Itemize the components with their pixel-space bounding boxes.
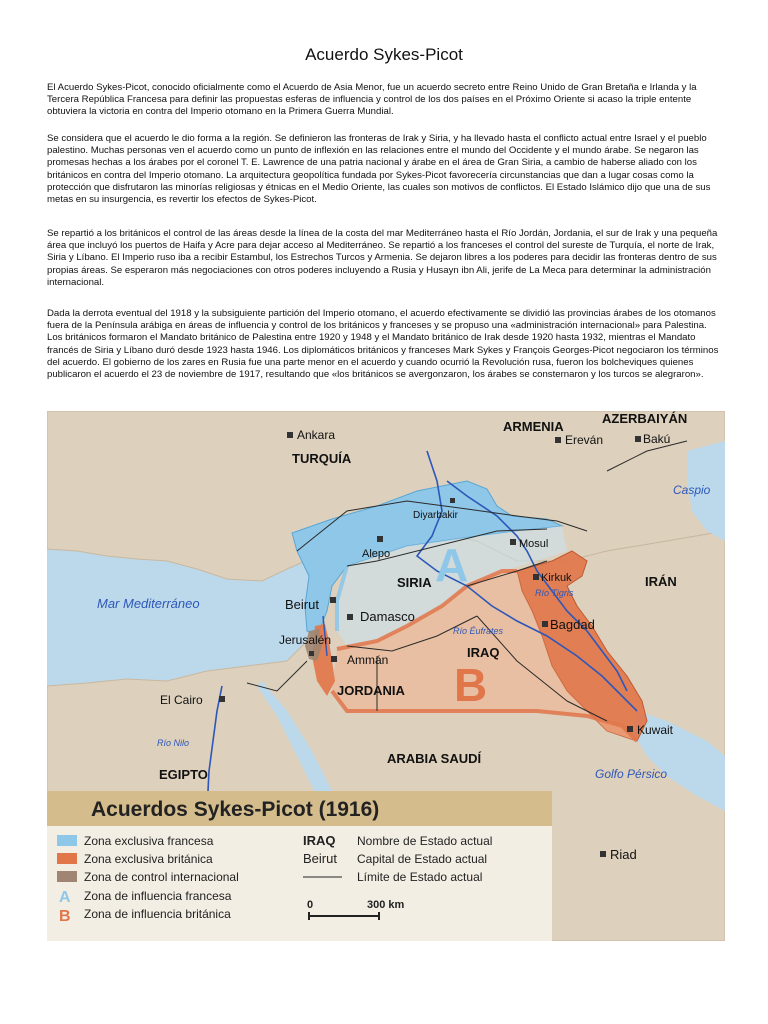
- city-marker: [309, 651, 314, 656]
- city-label: Mosul: [519, 538, 549, 550]
- legend-label: Zona exclusiva francesa: [84, 834, 214, 848]
- label-golfo: Golfo Pérsico: [595, 767, 668, 781]
- city-label: Damasco: [360, 609, 415, 624]
- city-marker: [287, 432, 293, 438]
- legend-intl-zone: [57, 870, 239, 884]
- label-caspio: Caspio: [673, 483, 711, 497]
- city-marker: [600, 851, 606, 857]
- city-label: Diyarbakir: [413, 510, 459, 521]
- city-marker: [450, 498, 455, 503]
- paragraph-history: Dada la derrota eventual del 1918 y la subsiguiente partición del Imperio otomano, el acuerdo efectivamente se dividió las provincias árabes de los otomanos fuera de la Península arábiga en áreas de influencia y control de los británicos y franceses y se propuso una «administración internacional» para Palestina. Los británicos formaron el Mandato británico de Palestina entre 1920 y 1948 y el Mandato británico de Irak desde 1920 hasta 1932, mientras el Mandato francés de Siria y Líbano duró desde 1923 hasta 1946. Los diplomáticos británicos y franceses Mark Sykes y François Georges-Picot negociaron los términos del acuerdo. El gobierno de los zares en Rusia fue una parte menor en el acuerdo y cuando ocurrió la Revolución rusa, fueron los bolcheviques quienes publicaron el acuerdo el 23 de noviembre de 1917, resultando que «los británicos se avergonzaron, los árabes se consternaron y los turcos se alegraron».: [47, 308, 719, 381]
- label-eufrates: Río Éufrates: [453, 626, 504, 636]
- city-marker: [331, 656, 337, 662]
- legend-letter-b: B: [59, 908, 71, 925]
- legend-title: Acuerdos Sykes-Picot (1916): [91, 798, 380, 821]
- page-title: Acuerdo Sykes-Picot: [305, 45, 463, 64]
- city-label: Bakú: [643, 432, 671, 446]
- label-egipto: EGIPTO: [159, 767, 208, 782]
- legend-letter-a: A: [59, 889, 71, 906]
- legend-swatch: [57, 835, 77, 846]
- label-jordania: JORDANIA: [337, 683, 405, 698]
- label-nilo: Río Nilo: [157, 738, 190, 748]
- legend-label: Capital de Estado actual: [357, 852, 488, 866]
- city-marker: [627, 726, 633, 732]
- label-arabia-saudi: ARABIA SAUDÍ: [387, 751, 482, 766]
- city-marker: [377, 536, 383, 542]
- city-label: El Cairo: [160, 693, 203, 707]
- city-label: Kirkuk: [541, 572, 572, 584]
- label-iran: IRÁN: [645, 574, 677, 589]
- zone-letter-b: B: [454, 659, 488, 711]
- legend-label: Zona de influencia francesa: [84, 889, 232, 903]
- label-mediterraneo: Mar Mediterráneo: [97, 596, 200, 611]
- city-marker: [542, 621, 548, 627]
- paragraph-consequences: Se considera que el acuerdo le dio forma a la región. Se definieron las fronteras de Irak y Siria, y ha llevado hasta el conflicto actual entre Israel y el pueblo palestino. Muchas personas ven el acuerdo como un punto de inflexión en las relaciones entre el mundo del Occidente y el mundo árabe. Se negaron las promesas hechas a los árabes por el coronel T. E. Lawrence de una patria nacional y árabe en el área de Gran Siria, a cambio de haberse aliado con los británicos en contra del Imperio otomano. La arquitectura geopolítica fundada por Sykes-Picot favorecería circunstancias que dan a lugar cosas como la protección que disfrutaron las minorías religiosas y étnicas en el Medio Oriente, las cuales son motivos de conflictos. El Estado Islámico dijo que una de sus metas en su insurgencia, es revertir los efectos de Sykes-Picot.: [47, 133, 711, 206]
- legend-label: Zona de influencia británica: [84, 907, 231, 921]
- zone-letter-a: A: [435, 539, 469, 591]
- legend-swatch: [57, 853, 77, 864]
- legend-label: Límite de Estado actual: [357, 870, 483, 884]
- city-label: Ankara: [297, 428, 336, 442]
- label-turquia: TURQUÍA: [292, 451, 352, 466]
- city-label: Kuwait: [637, 723, 674, 737]
- scale-300: 300 km: [367, 899, 405, 911]
- paragraph-intro: El Acuerdo Sykes-Picot, conocido oficialmente como el Acuerdo de Asia Menor, fue un acuerdo secreto entre Reino Unido de Gran Bretaña e Irlanda y la Tercera República Francesa para definir las propuestas esferas de influencia y control de los dos países en el Próximo Oriente si acaso la triple entente obtuviera la victoria en contra del Imperio otomano en la Primera Guerra Mundial.: [47, 82, 697, 118]
- city-bagdad: [542, 617, 595, 632]
- legend-sample: IRAQ: [303, 833, 336, 848]
- city-marker: [555, 437, 561, 443]
- city-marker: [347, 614, 353, 620]
- city-label: Alepo: [362, 548, 391, 560]
- legend-swatch: [57, 871, 77, 882]
- legend-sample: Beirut: [303, 851, 337, 866]
- legend-label: Nombre de Estado actual: [357, 834, 493, 848]
- legend-label: Zona exclusiva británica: [84, 852, 213, 866]
- legend-capital: [303, 851, 487, 866]
- city-marker: [219, 696, 225, 702]
- city-label: Ereván: [565, 433, 604, 447]
- map-svg: [47, 411, 725, 941]
- city-marker: [510, 539, 516, 545]
- legend-label: Zona de control internacional: [84, 870, 239, 884]
- city-marker: [330, 597, 336, 603]
- legend-state-name: [303, 833, 492, 848]
- city-label: Ammán: [347, 653, 389, 667]
- paragraph-division: Se repartió a los británicos el control de las áreas desde la línea de la costa del mar Mediterráneo hasta el Río Jordán, Jordania, el sur de Irak y una pequeña área que incluyó los puertos de Haifa y Acre para dejar acceso al Mediterráneo. Se repartió a los franceses el control del sureste de Turquía, el norte de Irak, Siria y Líbano. El Imperio ruso iba a recibir Estambul, los Estrechos Turcos y Armenia. Se dejaron libres a los poderes para decidir las fronteras dentro de sus propias áreas. Se esperaron más negociaciones con otros poderes incluyendo a Rusia y Husayn ibn Ali, jerife de La Meca para determinar la administración internacional.: [47, 228, 718, 288]
- scale-zero: 0: [307, 899, 314, 911]
- city-label: Beirut: [285, 597, 319, 612]
- label-iraq: IRAQ: [467, 645, 500, 660]
- city-marker: [533, 574, 539, 580]
- label-armenia: ARMENIA: [503, 419, 564, 434]
- city-label: Riad: [610, 847, 637, 862]
- city-marker: [635, 436, 641, 442]
- label-siria: SIRIA: [397, 575, 432, 590]
- city-label: Bagdad: [550, 617, 595, 632]
- city-label: Jerusalén: [279, 633, 332, 647]
- label-tigris: Río Tigris: [535, 588, 574, 598]
- sykes-picot-map: [47, 411, 725, 941]
- label-azerbaiyan: AZERBAIYÁN: [602, 411, 688, 426]
